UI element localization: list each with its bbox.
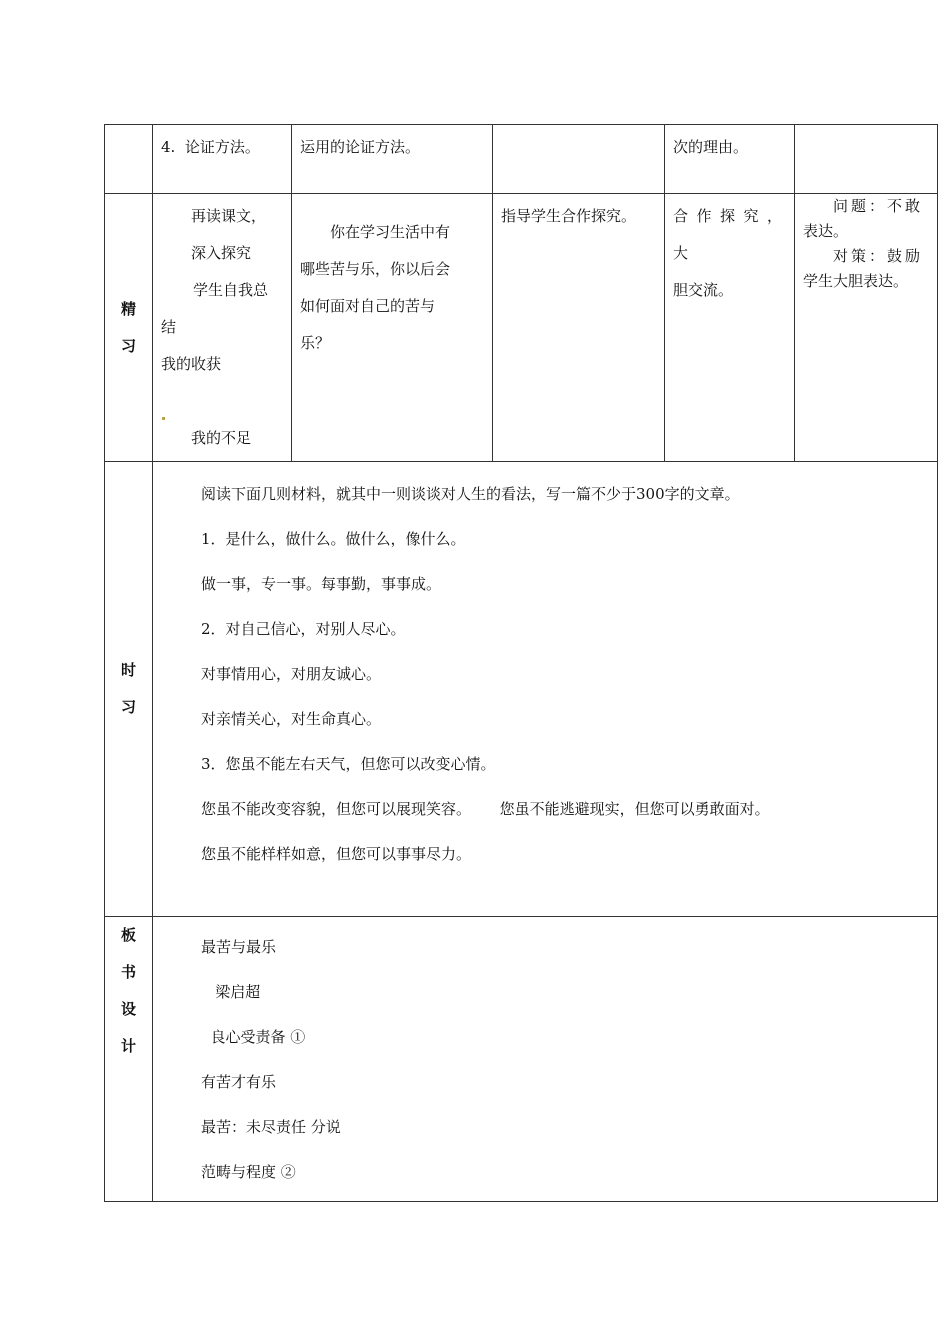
row-label-cell: [105, 917, 153, 1202]
activity-cell: [153, 125, 292, 194]
row-label-char: 精: [120, 299, 136, 318]
row-label-cell: [105, 462, 153, 917]
board-line: 范畴与程度 ②: [201, 1163, 296, 1181]
activity-text: 4. 论证方法。: [161, 138, 260, 156]
task-line: 对事情用心，对朋友诚心。: [201, 665, 382, 683]
notes-line: 问题：不敢: [833, 197, 924, 215]
activity-line: 学生自我总: [193, 281, 269, 299]
question-line: 哪些苦与乐，你以后会: [300, 260, 451, 278]
task-line: 对亲情关心，对生命真心。: [201, 710, 382, 728]
question-line: 你在学习生活中有: [330, 223, 451, 241]
student-text: 次的理由。: [673, 138, 749, 156]
board-line: 有苦才有乐: [201, 1073, 277, 1091]
question-line: 乐？: [300, 334, 331, 352]
activity-line: 我的不足: [191, 429, 252, 447]
stray-mark: [162, 417, 165, 420]
board-line: 最苦与最乐: [201, 938, 277, 956]
table-row: [105, 462, 938, 917]
teacher-cell: [493, 125, 665, 194]
board-design-cell: [153, 917, 938, 1202]
row-label-char: 时: [120, 661, 136, 679]
activity-line: 再读课文，: [191, 207, 267, 225]
question-line: 如何面对自己的苦与: [300, 297, 436, 315]
row-label-char: 设: [120, 1000, 136, 1018]
board-line: 良心受责备 ①: [201, 1028, 306, 1046]
table-row: [105, 194, 938, 462]
student-line: 合作探究，大: [673, 207, 786, 262]
row-label-cell: [105, 125, 153, 194]
notes-line: 对策：鼓励: [833, 247, 924, 265]
activity-cell: [153, 194, 292, 462]
student-cell: [665, 125, 795, 194]
board-line: 梁启超: [201, 983, 261, 1001]
writing-task-cell: [153, 462, 938, 917]
task-line: 您虽不能样样如意，但您可以事事尽力。: [201, 845, 472, 863]
activity-line: 我的收获: [161, 355, 222, 373]
student-line: 胆交流。: [673, 281, 734, 299]
notes-text: [795, 125, 937, 133]
row-label-char: 书: [120, 963, 136, 981]
lesson-plan-table: [104, 124, 938, 1202]
board-line: 最苦：未尽责任 分说: [201, 1118, 341, 1136]
content-text: 运用的论证方法。: [300, 138, 421, 156]
teacher-text: 指导学生合作探究。: [501, 207, 637, 225]
teacher-cell: [493, 194, 665, 462]
notes-line: 学生大胆表达。: [803, 272, 909, 290]
table-row: [105, 125, 938, 194]
task-line: 3．您虽不能左右天气，但您可以改变心情。: [201, 755, 496, 773]
teacher-text: [493, 125, 664, 133]
notes-line: 表达。: [803, 222, 849, 240]
activity-line: [161, 383, 283, 420]
student-cell: [665, 194, 795, 462]
row-label-char: 习: [120, 336, 136, 355]
notes-cell: [795, 194, 938, 462]
row-label-cell: [105, 194, 153, 462]
notes-cell: [795, 125, 938, 194]
content-cell: [292, 194, 493, 462]
task-line: 您虽不能改变容貌，但您可以展现笑容。 您虽不能逃避现实，但您可以勇敢面对。: [201, 800, 770, 818]
task-line: 2．对自己信心，对别人尽心。: [201, 620, 406, 638]
task-line: 阅读下面几则材料，就其中一则谈谈对人生的看法，写一篇不少于300字的文章。: [201, 485, 740, 503]
row-label-char: 习: [120, 698, 136, 716]
task-line: 1．是什么，做什么。做什么，像什么。: [201, 530, 466, 548]
row-label-char: 板: [120, 926, 136, 944]
activity-line: 结: [161, 318, 177, 336]
table-row: [105, 917, 938, 1202]
row-label-char: 计: [120, 1037, 136, 1055]
content-cell: [292, 125, 493, 194]
activity-line: 深入探究: [191, 244, 252, 262]
task-line: 做一事，专一事。每事勤，事事成。: [201, 575, 442, 593]
